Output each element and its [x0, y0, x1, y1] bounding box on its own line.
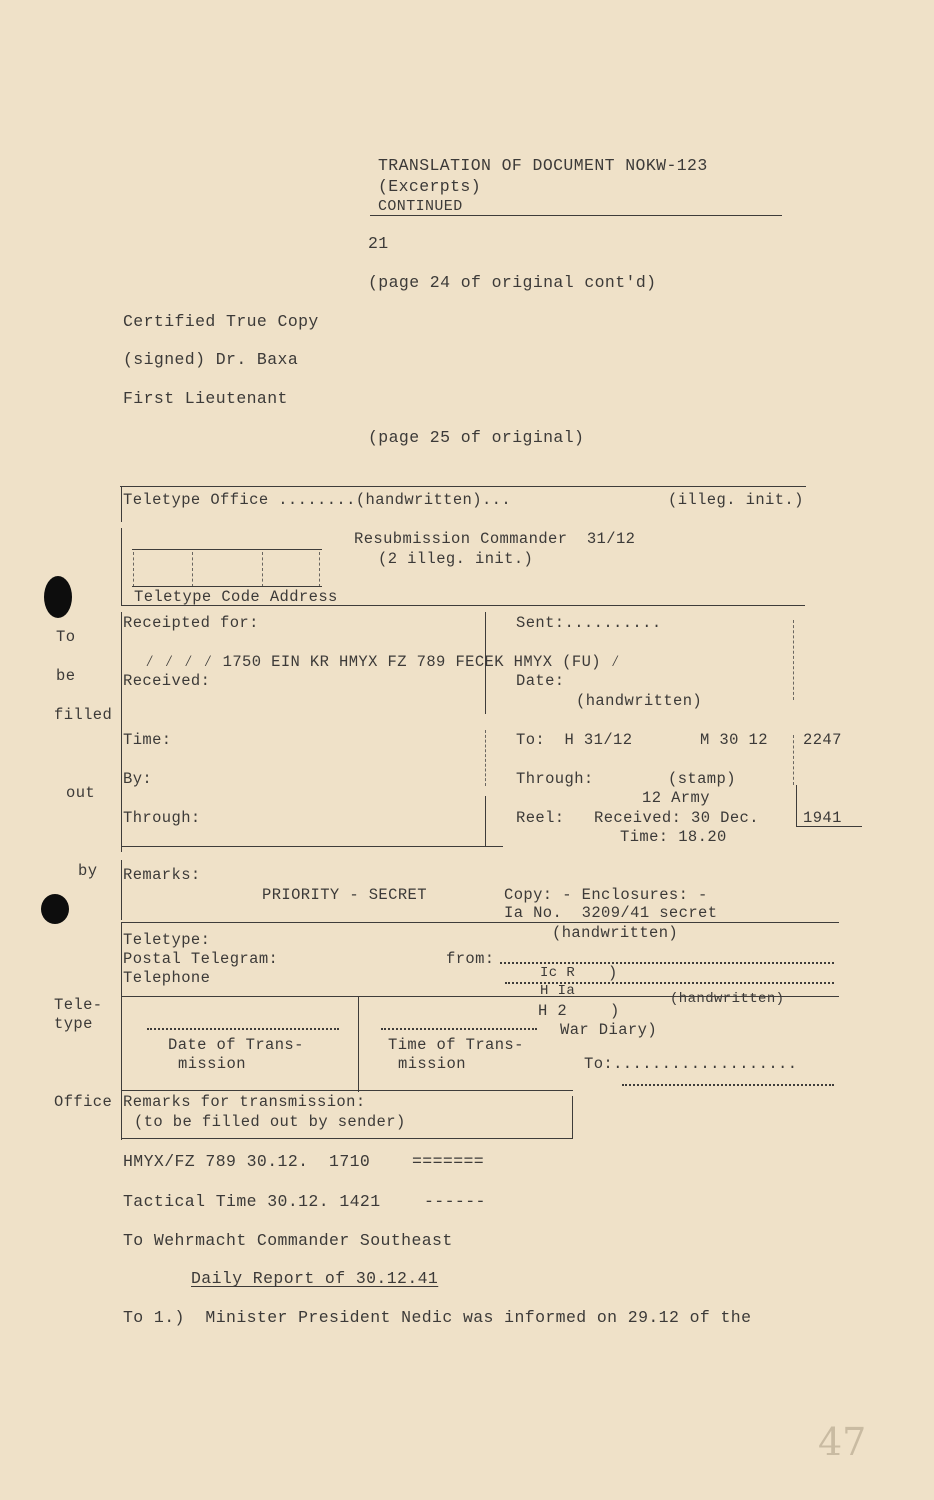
- ia-number: Ia No. 3209/41 secret: [504, 904, 718, 922]
- right-dashed-edge: [793, 620, 794, 700]
- remarks-bottom-rule: [121, 922, 839, 923]
- resubmission-initials: (2 illeg. init.): [378, 550, 534, 568]
- doc-title: TRANSLATION OF DOCUMENT NOKW-123: [378, 156, 708, 175]
- teletype-office-label: Teletype Office ........(handwritten)...: [123, 491, 512, 509]
- bracket-2: ): [610, 1002, 620, 1020]
- time-label: Time:: [123, 731, 172, 749]
- by-label: By:: [123, 770, 153, 788]
- header-rule: [370, 215, 782, 216]
- page-25-note: (page 25 of original): [368, 428, 585, 447]
- remarks-transmission-right: [572, 1096, 573, 1138]
- date-box-left: [121, 996, 122, 1092]
- to-line: To: H 31/12: [516, 731, 633, 749]
- receipt-left-rule: [121, 612, 122, 852]
- sent-label: Sent:..........: [516, 614, 662, 632]
- to-dots: To:...................: [584, 1055, 798, 1073]
- war-diary: War Diary): [560, 1021, 658, 1039]
- date-label: Date:: [516, 672, 565, 690]
- ia-handwritten: (handwritten): [552, 924, 679, 942]
- side-label-to: To: [56, 628, 76, 646]
- date-box-bottom: [121, 1090, 573, 1091]
- punch-hole-bottom: [41, 894, 69, 924]
- priority-secret: PRIORITY - SECRET: [262, 886, 427, 904]
- to-commander-line: To Wehrmacht Commander Southeast: [123, 1231, 453, 1250]
- code-box-top: [132, 549, 322, 550]
- remarks-left-rule: [121, 860, 122, 920]
- received-time: Time: 18.20: [620, 828, 727, 846]
- punch-hole-top: [44, 576, 72, 618]
- side-label-out: out: [66, 784, 96, 802]
- page-24-note: (page 24 of original cont'd): [368, 273, 657, 292]
- received-label: Received:: [123, 672, 211, 690]
- date-dots: [147, 1028, 339, 1030]
- date-of-transmission-2: mission: [178, 1055, 246, 1073]
- tactical-time-line: Tactical Time 30.12. 1421: [123, 1192, 381, 1211]
- teletype-label: Teletype:: [123, 931, 211, 949]
- received-date: Received: 30 Dec.: [594, 809, 759, 827]
- form-top-rule: [120, 486, 806, 487]
- right-dashed-edge-2: [793, 735, 794, 785]
- handwritten-right: (handwritten): [670, 991, 785, 1007]
- resubmission-commander: Resubmission Commander 31/12: [354, 530, 636, 548]
- date-time-divider: [358, 996, 359, 1092]
- to-dots-2: [622, 1084, 834, 1086]
- remarks-transmission-label: Remarks for transmission:: [123, 1093, 366, 1111]
- through-label: Through:: [123, 809, 201, 827]
- doc-subtitle: (Excerpts): [378, 177, 482, 196]
- side-label-by: by: [78, 862, 98, 880]
- tactical-dashes: ------: [424, 1192, 486, 1211]
- doc-continued: CONTINUED: [378, 198, 463, 215]
- hmyx-line: HMYX/FZ 789 30.12. 1710: [123, 1152, 371, 1171]
- side-label-filled: filled: [54, 706, 113, 724]
- receipt-bottom-rule: [121, 846, 503, 847]
- m-line: M 30 12: [700, 731, 768, 749]
- code-address-label: Teletype Code Address: [134, 588, 338, 606]
- telephone-label: Telephone: [123, 969, 211, 987]
- rank: First Lieutenant: [123, 389, 288, 408]
- code-box-left: [121, 528, 122, 606]
- postal-telegram-label: Postal Telegram:: [123, 950, 279, 968]
- bracket-1: ): [608, 964, 618, 982]
- form-left-rule: [121, 486, 122, 522]
- side-label-tele: Tele-: [54, 996, 103, 1014]
- time-of-transmission-2: mission: [398, 1055, 466, 1073]
- certified-copy: Certified True Copy: [123, 312, 319, 331]
- received-year: 1941: [803, 809, 842, 827]
- form-bottom-rule: [121, 1138, 573, 1139]
- code-box-div-4: [319, 552, 320, 587]
- time-of-transmission-1: Time of Trans-: [388, 1036, 524, 1054]
- from-label: from:: [446, 950, 495, 968]
- code-box-div-2: [192, 552, 193, 587]
- date-handwritten: (handwritten): [576, 692, 703, 710]
- number-2247: 2247: [803, 731, 842, 749]
- receipted-for-label: Receipted for:: [123, 614, 259, 632]
- copy-enclosures: Copy: - Enclosures: -: [504, 886, 708, 904]
- date-of-transmission-1: Date of Trans-: [168, 1036, 304, 1054]
- ic-r-handwritten: Ic R: [540, 965, 576, 981]
- year-box-left: [796, 785, 797, 827]
- side-label-office: Office: [54, 1093, 113, 1111]
- side-label-be: be: [56, 667, 76, 685]
- archive-page-number: 47: [818, 1420, 867, 1464]
- code-box-div-1: [133, 552, 134, 587]
- page-number: 21: [368, 234, 389, 253]
- remarks-transmission-left: [121, 1090, 122, 1140]
- hmyx-equals: =======: [412, 1152, 485, 1171]
- h-ia-handwritten: H Ia: [540, 983, 576, 999]
- remarks-sender-label: (to be filled out by sender): [134, 1113, 406, 1131]
- code-box-bottom: [132, 586, 322, 587]
- stamp-note: (stamp): [668, 770, 736, 788]
- time-dots: [381, 1028, 537, 1030]
- receipt-middle-lower: [485, 796, 486, 846]
- signed-by: (signed) Dr. Baxa: [123, 350, 299, 369]
- side-label-type: type: [54, 1015, 93, 1033]
- reel-label: Reel:: [516, 809, 565, 827]
- code-address-rule: [121, 605, 805, 606]
- army-stamp: 12 Army: [642, 789, 710, 807]
- point-1-text: To 1.) Minister President Nedic was informed on 29.12 of the: [123, 1308, 752, 1327]
- code-box-div-3: [262, 552, 263, 587]
- h2-handwritten: H 2: [538, 1002, 568, 1020]
- office-initials: (illeg. init.): [668, 491, 804, 509]
- receipt-middle-dashed: [485, 730, 486, 786]
- remarks-label: Remarks:: [123, 866, 201, 884]
- through-right-label: Through:: [516, 770, 594, 788]
- daily-report-title: Daily Report of 30.12.41: [191, 1269, 439, 1288]
- handwritten-teletype-line: ⁄ ⁄ ⁄ ⁄ 1750 EIN KR HMYX FZ 789 FECEK HMYX (FU) ⁄: [145, 653, 621, 671]
